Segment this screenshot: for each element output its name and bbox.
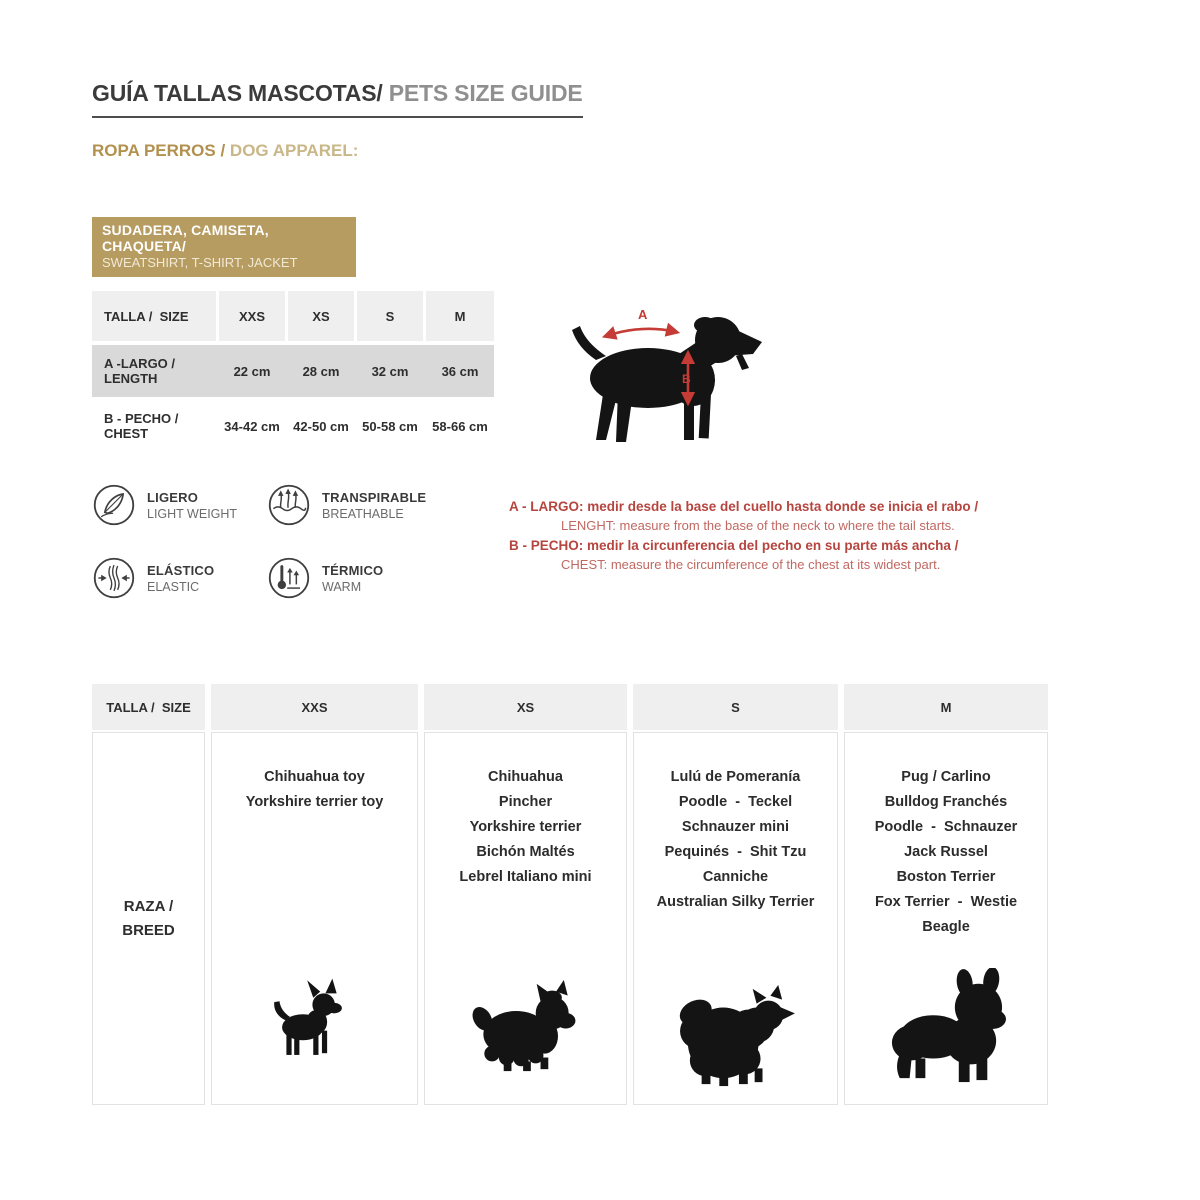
breed-header-talla: TALLA / SIZE [92, 684, 205, 730]
section-subtitle [92, 141, 358, 161]
garment-category-banner [92, 217, 356, 277]
note-a-es: A - LARGO: medir desde la base del cuello hasta donde se inicia el rabo / [509, 499, 979, 514]
page-title [92, 80, 583, 118]
measure-dog-silhouette [548, 294, 798, 462]
feature-breathable-es: TRANSPIRABLE [322, 489, 427, 505]
raza-label-line1: RAZA / [123, 897, 174, 915]
feature-breathable-labels [322, 490, 426, 521]
breed-list-xs [425, 733, 626, 890]
french-bulldog-silhouette [872, 968, 1020, 1086]
size-header-xxs: XXS [219, 291, 285, 341]
measure-diagram [548, 294, 798, 467]
chest-value-m: 58-66 cm [432, 418, 488, 434]
breed-line: Poodle - Teckel [678, 794, 793, 810]
diagram-label-a: A [638, 307, 648, 322]
length-arrow [606, 307, 676, 336]
feature-elastic-en: ELASTIC [147, 579, 200, 594]
feature-lightweight-en: LIGHT WEIGHT [147, 506, 238, 521]
breed-line: Fox Terrier - Westie [874, 894, 1018, 910]
breed-header-s: S [633, 684, 838, 730]
breed-table-header-row [92, 684, 1048, 730]
breathable-icon [267, 483, 311, 527]
page-title-es: GUÍA TALLAS MASCOTAS/ [92, 80, 383, 106]
breed-line: Bulldog Franchés [884, 794, 1008, 810]
pomeranian-silhouette [662, 982, 810, 1090]
feature-lightweight [92, 483, 237, 527]
breed-line: Yorkshire terrier [469, 819, 582, 835]
breed-header-xs: XS [424, 684, 627, 730]
size-header-m: M [426, 291, 494, 341]
breed-line: Chihuahua [488, 769, 563, 785]
size-table-header-row [92, 291, 494, 341]
chest-value-xs: 42-50 cm [293, 418, 349, 434]
breed-table-body [92, 732, 1048, 1105]
feature-elastic-labels [147, 563, 214, 594]
breed-header-xxs: XXS [211, 684, 418, 730]
length-value-s: 32 cm [371, 363, 409, 379]
breed-header-m: M [844, 684, 1048, 730]
note-a-en: LENGHT: measure from the base of the neck to where the tail starts. [561, 518, 955, 533]
length-value-m: 36 cm [441, 363, 479, 379]
feature-thermal-en: WARM [322, 579, 362, 594]
breed-line: Poodle - Schnauzer [874, 819, 1018, 835]
size-measurement-table [92, 291, 494, 452]
chest-row-label: B - PECHO / CHEST [104, 411, 183, 441]
breed-column-m [844, 732, 1048, 1105]
breed-column-xs [424, 732, 627, 1105]
length-value-xxs: 22 cm [233, 363, 271, 379]
breed-list-s [634, 733, 837, 915]
breed-list-xxs [212, 733, 417, 815]
note-b-es: B - PECHO: medir la circunferencia del pecho en su parte más ancha / [509, 538, 959, 553]
breed-line: Bichón Maltés [476, 844, 575, 860]
raza-breed-label [92, 732, 205, 1105]
breed-line: Chihuahua toy [264, 769, 365, 785]
thermometer-icon [267, 556, 311, 600]
breed-line: Australian Silky Terrier [656, 894, 815, 910]
breed-line: Canniche [702, 869, 769, 885]
page-title-en: PETS SIZE GUIDE [382, 80, 583, 106]
yorkshire-silhouette [463, 976, 589, 1078]
feature-lightweight-labels [147, 490, 237, 521]
breed-line: Yorkshire terrier toy [245, 794, 384, 810]
feature-lightweight-es: LIGERO [147, 489, 199, 505]
feature-breathable [267, 483, 426, 527]
size-header-talla: TALLA / SIZE [92, 291, 216, 341]
chest-value-s: 50-58 cm [362, 418, 418, 434]
banner-line-es: SUDADERA, CAMISETA, CHAQUETA/ [102, 222, 269, 254]
feather-icon [92, 483, 136, 527]
note-b-en: CHEST: measure the circumference of the chest at its widest part. [561, 557, 941, 572]
breed-list-m [845, 733, 1047, 940]
breed-table [92, 684, 1048, 1105]
subtitle-en: DOG APPAREL: [229, 141, 359, 160]
feature-thermal [267, 556, 383, 600]
breed-line: Pincher [498, 794, 553, 810]
banner-line-en: SWEATSHIRT, T-SHIRT, JACKET [102, 255, 298, 270]
breed-line: Schnauzer mini [681, 819, 790, 835]
feature-thermal-es: TÉRMICO [322, 562, 384, 578]
feature-elastic [92, 556, 214, 600]
elastic-icon [92, 556, 136, 600]
subtitle-es: ROPA PERROS / [92, 141, 230, 160]
length-row-label: A -LARGO / LENGTH [104, 356, 179, 386]
raza-label-line2: BREED [122, 921, 175, 939]
breed-line: Boston Terrier [896, 869, 996, 885]
chest-value-xxs: 34-42 cm [224, 418, 280, 434]
size-header-s: S [357, 291, 423, 341]
length-row [92, 345, 494, 397]
breed-line: Pequinés - Shit Tzu [664, 844, 807, 860]
breed-column-xxs [211, 732, 418, 1105]
feature-elastic-es: ELÁSTICO [147, 562, 215, 578]
breed-line: Lebrel Italiano mini [459, 869, 592, 885]
chihuahua-silhouette [263, 976, 367, 1068]
measure-notes [509, 494, 979, 572]
breed-line: Beagle [922, 919, 970, 935]
chest-row [92, 400, 494, 452]
breed-line: Lulú de Pomeranía [670, 769, 801, 785]
breed-line: Pug / Carlino [901, 769, 991, 785]
diagram-label-b: B [682, 372, 691, 386]
breed-column-s [633, 732, 838, 1105]
size-header-xs: XS [288, 291, 354, 341]
length-value-xs: 28 cm [302, 363, 340, 379]
feature-breathable-en: BREATHABLE [322, 506, 404, 521]
feature-thermal-labels [322, 563, 383, 594]
breed-line: Jack Russel [904, 844, 988, 860]
